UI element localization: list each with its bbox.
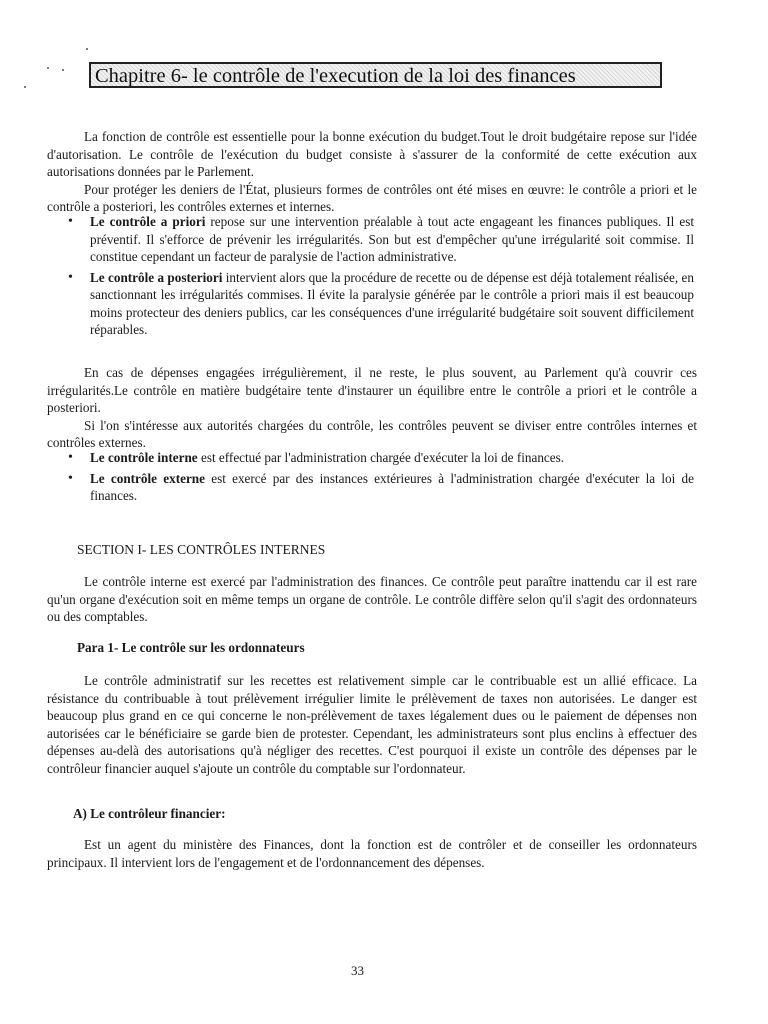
list-item-text: repose sur une intervention préalable à tout acte engageant les finances publiques. Il est préventif. Il s'efforce de prévenir les irrégularités. Son but est d'empêcher qu'une irrégularité soit commise. Il constitue cependant un facteur de paralysie de l'action administrative.: [90, 214, 695, 264]
sub-paragraph: Est un agent du ministère des Finances, dont la fonction est de contrôler et de conseiller les ordonnateurs principaux. Il intervient lors de l'engagement et de l'ordonnancement des dépenses.: [47, 837, 697, 870]
chapter-title: Chapitre 6- le contrôle de l'execution de la loi des finances: [89, 62, 662, 88]
intro-paragraph-2: Pour protéger les deniers de l'État, plusieurs formes de contrôles ont été mises en œuvre: le contrôle a priori et le contrôle a posteriori, les contrôles externes et internes.: [47, 181, 697, 214]
section-paragraph: Le contrôle interne est exercé par l'administration des finances. Ce contrôle peut paraître inattendu car il est rare qu'un organe d'exécution soit en même temps un organe de contrôle. Le contrôle diffère selon qu'il s'agit des ordonnateurs ou des comptables.: [47, 574, 697, 624]
bullet-icon: •: [68, 214, 73, 229]
middle-paragraph-1: En cas de dépenses engagées irrégulièrement, il ne reste, le plus souvent, au Parlement qu'à couvrir ces irrégularités.Le contrôle en matière budgétaire tente d'instaurer un équilibre entre le contrôle a priori et le contrôle a posteriori.: [47, 365, 697, 415]
list-item-term: Le contrôle a priori: [90, 214, 206, 229]
control-types-list: [62, 213, 694, 342]
page-number: 33: [351, 963, 364, 978]
section-heading: SECTION I- LES CONTRÔLES INTERNES: [77, 542, 326, 557]
list-item-term: Le contrôle a posteriori: [90, 269, 223, 285]
scan-speck: [24, 86, 26, 88]
para-paragraph: Le contrôle administratif sur les recettes est relativement simple car le contribuable est un allié efficace. La résistance du contribuable à tout prélèvement irrégulier limite le prélèvement de taxes non autorisées. Le danger est beaucoup plus grand en ce qui concerne le non-prélèvement de taxes légalement dues ou le paiement de dépenses non autorisées car le bénéficiaire se garde bien de protester. Cependant, les administrateurs sont plus enclins à effectuer des dépenses au-delà des autorisations qu'à négliger des recettes. C'est pourquoi il existe un contrôle des dépenses par le contrôleur financier auquel s'ajoute un contrôle du comptable sur l'ordonnateur.: [47, 673, 697, 776]
list-item-text: est exercé par des instances extérieures à l'administration chargée d'exécuter la loi de finances.: [90, 470, 694, 503]
list-item: [62, 269, 694, 339]
scan-speck: [62, 69, 64, 71]
internal-external-list: [62, 449, 694, 508]
list-item: [62, 213, 694, 266]
para-heading: Para 1- Le contrôle sur les ordonnateurs: [77, 640, 305, 655]
sub-body: [47, 836, 697, 871]
intro-paragraph-1: La fonction de contrôle est essentielle pour la bonne exécution du budget.Tout le droit budgétaire repose sur l'idée d'autorisation. Le contrôle de l'exécution du budget consiste à s'assurer de la conformité de cette exécution aux autorisations données par le Parlement.: [47, 129, 697, 179]
list-item: [62, 470, 694, 505]
middle-block: [47, 364, 697, 452]
bullet-icon: •: [68, 269, 73, 285]
list-item-term: Le contrôle interne: [90, 450, 198, 465]
bullet-icon: •: [68, 470, 73, 486]
middle-paragraph-2: Si l'on s'intéresse aux autorités chargées du contrôle, les contrôles peuvent se diviser entre contrôles internes et contrôles externes.: [47, 417, 697, 450]
list-item-text: intervient alors que la procédure de recette ou de dépense est déjà totalement réalisée, en sanctionnant les irrégularités commises. Il évite la paralysie générée par le contrôle a priori mais il est beaucoup moins protecteur des deniers publics, car les conséquences d'une irrégularité budgétaire soit souvent difficilement réparables.: [90, 269, 694, 337]
list-item-text: est effectué par l'administration chargée d'exécuter la loi de finances.: [197, 450, 565, 465]
para-body: [47, 672, 697, 777]
sub-heading: A) Le contrôleur financier:: [73, 806, 226, 821]
scan-speck: [47, 67, 49, 69]
list-item-term: Le contrôle externe: [90, 470, 205, 486]
list-item: [62, 449, 694, 467]
section-body: [47, 573, 697, 626]
intro-block: [47, 128, 697, 216]
bullet-icon: •: [68, 450, 73, 465]
scan-speck: [86, 48, 88, 50]
